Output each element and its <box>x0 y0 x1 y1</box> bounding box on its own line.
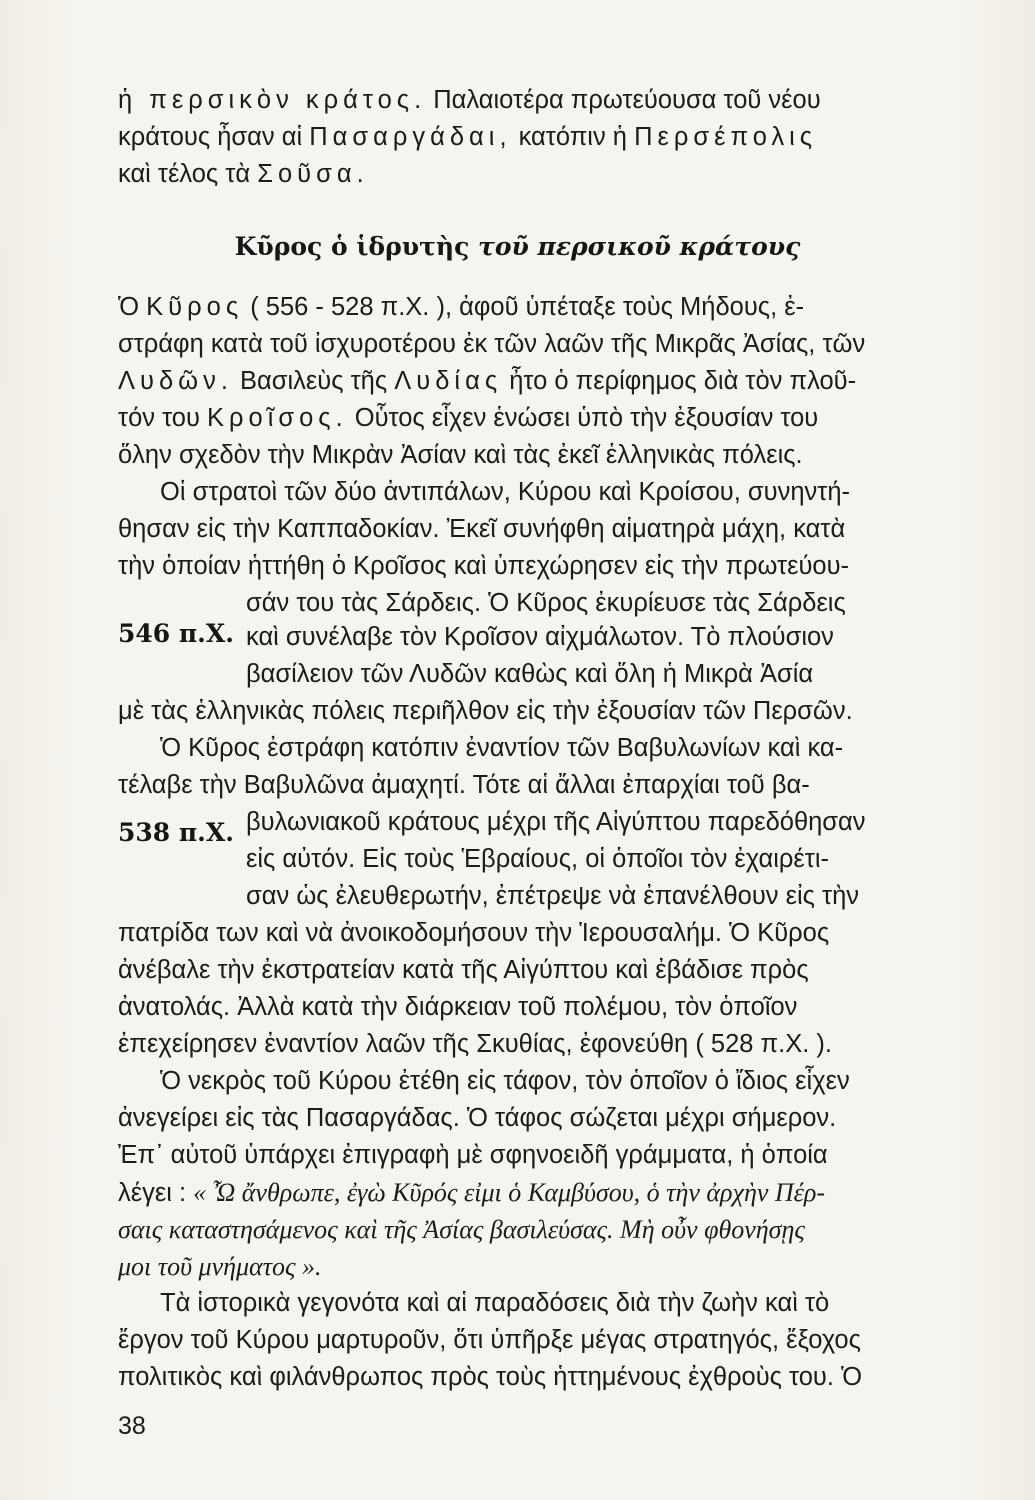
text-span: ἦτο ὁ περίφημος διὰ τὸν πλοῦ- <box>502 367 857 395</box>
text-line <box>246 619 834 656</box>
page-number: 38 <box>118 1412 146 1440</box>
text-span: μὲ τὰς ἑλληνικὰς πόλεις περιῆλθον εἰς τὴν ἐξουσίαν τῶν Περσῶν. <box>118 697 853 725</box>
text-span: ἀνεγείρει εἰς τὰς Πασαργάδας. Ὁ τάφος σώζεται μέχρι σήμερον. <box>118 1104 837 1132</box>
text-span: σαν ὡς ἐλευθερωτήν, ἐπέτρεψε νὰ ἐπανέλθουν εἰς τὴν <box>246 882 860 910</box>
text-line <box>160 1285 829 1322</box>
text-line <box>160 474 850 511</box>
text-span: ἀνατολάς. Ἀλλὰ κατὰ τὴν διάρκειαν τοῦ πολέμου, τὸν ὁποῖον <box>118 993 798 1021</box>
text-line <box>246 878 859 915</box>
text-span: τέλαβε τὴν Βαβυλῶνα ἀμαχητί. Τότε αἱ ἄλλαι ἐπαρχίαι τοῦ βα- <box>118 771 810 799</box>
text-span: Παλαιοτέρα πρωτεύουσα τοῦ νέου <box>426 86 821 114</box>
text-span: κράτους ἦσαν αἱ <box>118 123 310 151</box>
text-span: Ἐπ᾽ αὐτοῦ ὑπάρχει ἐπιγραφὴ μὲ σφηνοειδῆ γράμματα, ἡ ὁποία <box>118 1141 828 1169</box>
text-line <box>118 1174 825 1212</box>
text-span: Κροῖσος. <box>207 404 348 432</box>
text-span: Τὰ ἱστορικὰ γεγονότα καὶ αἱ παραδόσεις διὰ τὴν ζωὴν καὶ τὸ <box>160 1289 830 1317</box>
text-line <box>118 511 845 548</box>
text-line <box>118 989 797 1026</box>
margin-date-538: 538 π.Χ. <box>118 818 234 847</box>
text-line <box>118 1137 828 1174</box>
inscription-line <box>118 1211 805 1248</box>
text-span: Ὁ <box>118 293 147 321</box>
text-line <box>118 1026 832 1063</box>
text-line <box>118 156 369 193</box>
text-line <box>118 1359 862 1396</box>
margin-date-546: 546 π.Χ. <box>118 619 234 648</box>
text-span: Βασιλεὺς τῆς <box>232 367 395 395</box>
text-span: Οὗτος εἶχεν ἑνώσει ὑπὸ τὴν ἐξουσίαν του <box>347 404 819 432</box>
text-span: ἔργον τοῦ Κύρου μαρτυροῦν, ὅτι ὑπῆρξε μέγας στρατηγός, ἔξοχος <box>118 1326 861 1354</box>
text-line <box>118 915 829 952</box>
text-span: ἐπεχείρησεν ἐναντίον λαῶν τῆς Σκυθίας, ἐφονεύθη ( 528 π.Χ. ). <box>118 1030 832 1058</box>
text-span: τόν του <box>118 404 208 432</box>
section-heading <box>0 232 1035 261</box>
text-span: βυλωνιακοῦ κράτους μέχρι τῆς Αἰγύπτου παρεδόθησαν <box>246 808 866 836</box>
text-span: κατόπιν ἡ <box>511 123 635 151</box>
inscription-text: « Ὦ ἄνθρωπε, ἐγὼ Κῦρός εἰμι ὁ Καμβύσου, ὁ τὴν ἀρχὴν Πέρ- <box>193 1178 826 1207</box>
text-span: Πασαργάδαι, <box>309 123 512 151</box>
text-line <box>246 656 813 693</box>
text-span: καὶ συνέλαβε τὸν Κροῖσον αἰχμάλωτον. Τὸ πλούσιον <box>246 623 834 651</box>
text-line <box>118 363 856 400</box>
text-span: Κῦρος <box>146 293 244 321</box>
text-span: Περσέπολις <box>634 123 818 151</box>
text-line <box>118 82 821 119</box>
inscription-line <box>118 1248 322 1285</box>
text-span: Ὁ νεκρὸς τοῦ Κύρου ἐτέθη εἰς τάφον, τὸν ὁποῖον ὁ ἴδιος εἶχεν <box>160 1067 850 1095</box>
heading-part: Κῦρος ὁ ἱδρυτὴς <box>234 232 479 261</box>
text-span: ἡ περσικὸν κράτος. <box>118 86 427 114</box>
text-line <box>118 437 803 474</box>
text-span: βασίλειον τῶν Λυδῶν καθὼς καὶ ὅλη ἡ Μικρὰ Ἀσία <box>246 660 814 688</box>
text-span: στράφη κατὰ τοῦ ἰσχυροτέρου ἐκ τῶν λαῶν τῆς Μικρᾶς Ἀσίας, τῶν <box>118 330 866 358</box>
text-span: Λυδῶν. <box>118 367 233 395</box>
text-span: πατρίδα των καὶ νὰ ἀνοικοδομήσουν τὴν Ἱερουσαλήμ. Ὁ Κῦρος <box>118 919 830 947</box>
text-span: Σοῦσα. <box>257 160 369 188</box>
text-span: Οἱ στρατοὶ τῶν δύο ἀντιπάλων, Κύρου καὶ Κροίσου, συνηντή- <box>160 478 851 506</box>
text-span: ὅλην σχεδὸν τὴν Μικρὰν Ἀσίαν καὶ τὰς ἐκεῖ ἑλληνικὰς πόλεις. <box>118 441 803 469</box>
text-span: ἀνέβαλε τὴν ἐκστρατείαν κατὰ τῆς Αἰγύπτου καὶ ἐβάδισε πρὸς <box>118 956 809 984</box>
text-span: πολιτικὸς καὶ φιλάνθρωπος πρὸς τοὺς ἡττημένους ἐχθροὺς του. Ὁ <box>118 1363 863 1391</box>
text-line <box>118 767 810 804</box>
text-line <box>118 326 865 363</box>
text-line <box>246 841 829 878</box>
text-span: θησαν εἰς τὴν Καππαδοκίαν. Ἐκεῖ συνήφθη αἱματηρὰ μάχη, κατὰ <box>118 515 846 543</box>
text-line <box>160 1063 850 1100</box>
text-span: ( 556 - 528 π.Χ. ), ἀφοῦ ὑπέταξε τοὺς Μήδους, ἐ- <box>243 293 805 321</box>
text-span: Λυδίας <box>394 367 503 395</box>
text-line <box>118 119 817 156</box>
text-line <box>160 730 843 767</box>
text-span: καὶ τέλος τὰ <box>118 160 258 188</box>
text-line <box>246 585 846 622</box>
text-line <box>118 1322 861 1359</box>
text-line <box>118 400 818 437</box>
text-span: τὴν ὁποίαν ἡττήθη ὁ Κροῖσος καὶ ὑπεχώρησεν εἰς τὴν πρωτεύου- <box>118 552 850 580</box>
text-span: Ὁ Κῦρος ἐστράφη κατόπιν ἐναντίον τῶν Βαβυλωνίων καὶ κα- <box>160 734 844 762</box>
text-line <box>118 1100 836 1137</box>
text-line <box>118 289 804 326</box>
text-span: λέγει : <box>118 1179 194 1207</box>
text-span: σάν του τὰς Σάρδεις. Ὁ Κῦρος ἐκυρίευσε τὰς Σάρδεις <box>246 589 846 617</box>
text-line <box>118 952 809 989</box>
text-line <box>118 693 853 730</box>
text-line <box>246 804 866 841</box>
heading-part: τοῦ περσικοῦ κράτους <box>478 232 801 261</box>
inscription-text: σαις καταστησάμενος καὶ τῆς Ἀσίας βασιλεύσας. Μὴ οὖν φθονήσῃς <box>118 1215 805 1244</box>
text-line <box>118 548 849 585</box>
text-span: εἰς αὐτόν. Εἰς τοὺς Ἑβραίους, οἱ ὁποῖοι τὸν ἐχαιρέτι- <box>246 845 829 873</box>
inscription-text: μοι τοῦ μνήματος ». <box>118 1252 322 1281</box>
